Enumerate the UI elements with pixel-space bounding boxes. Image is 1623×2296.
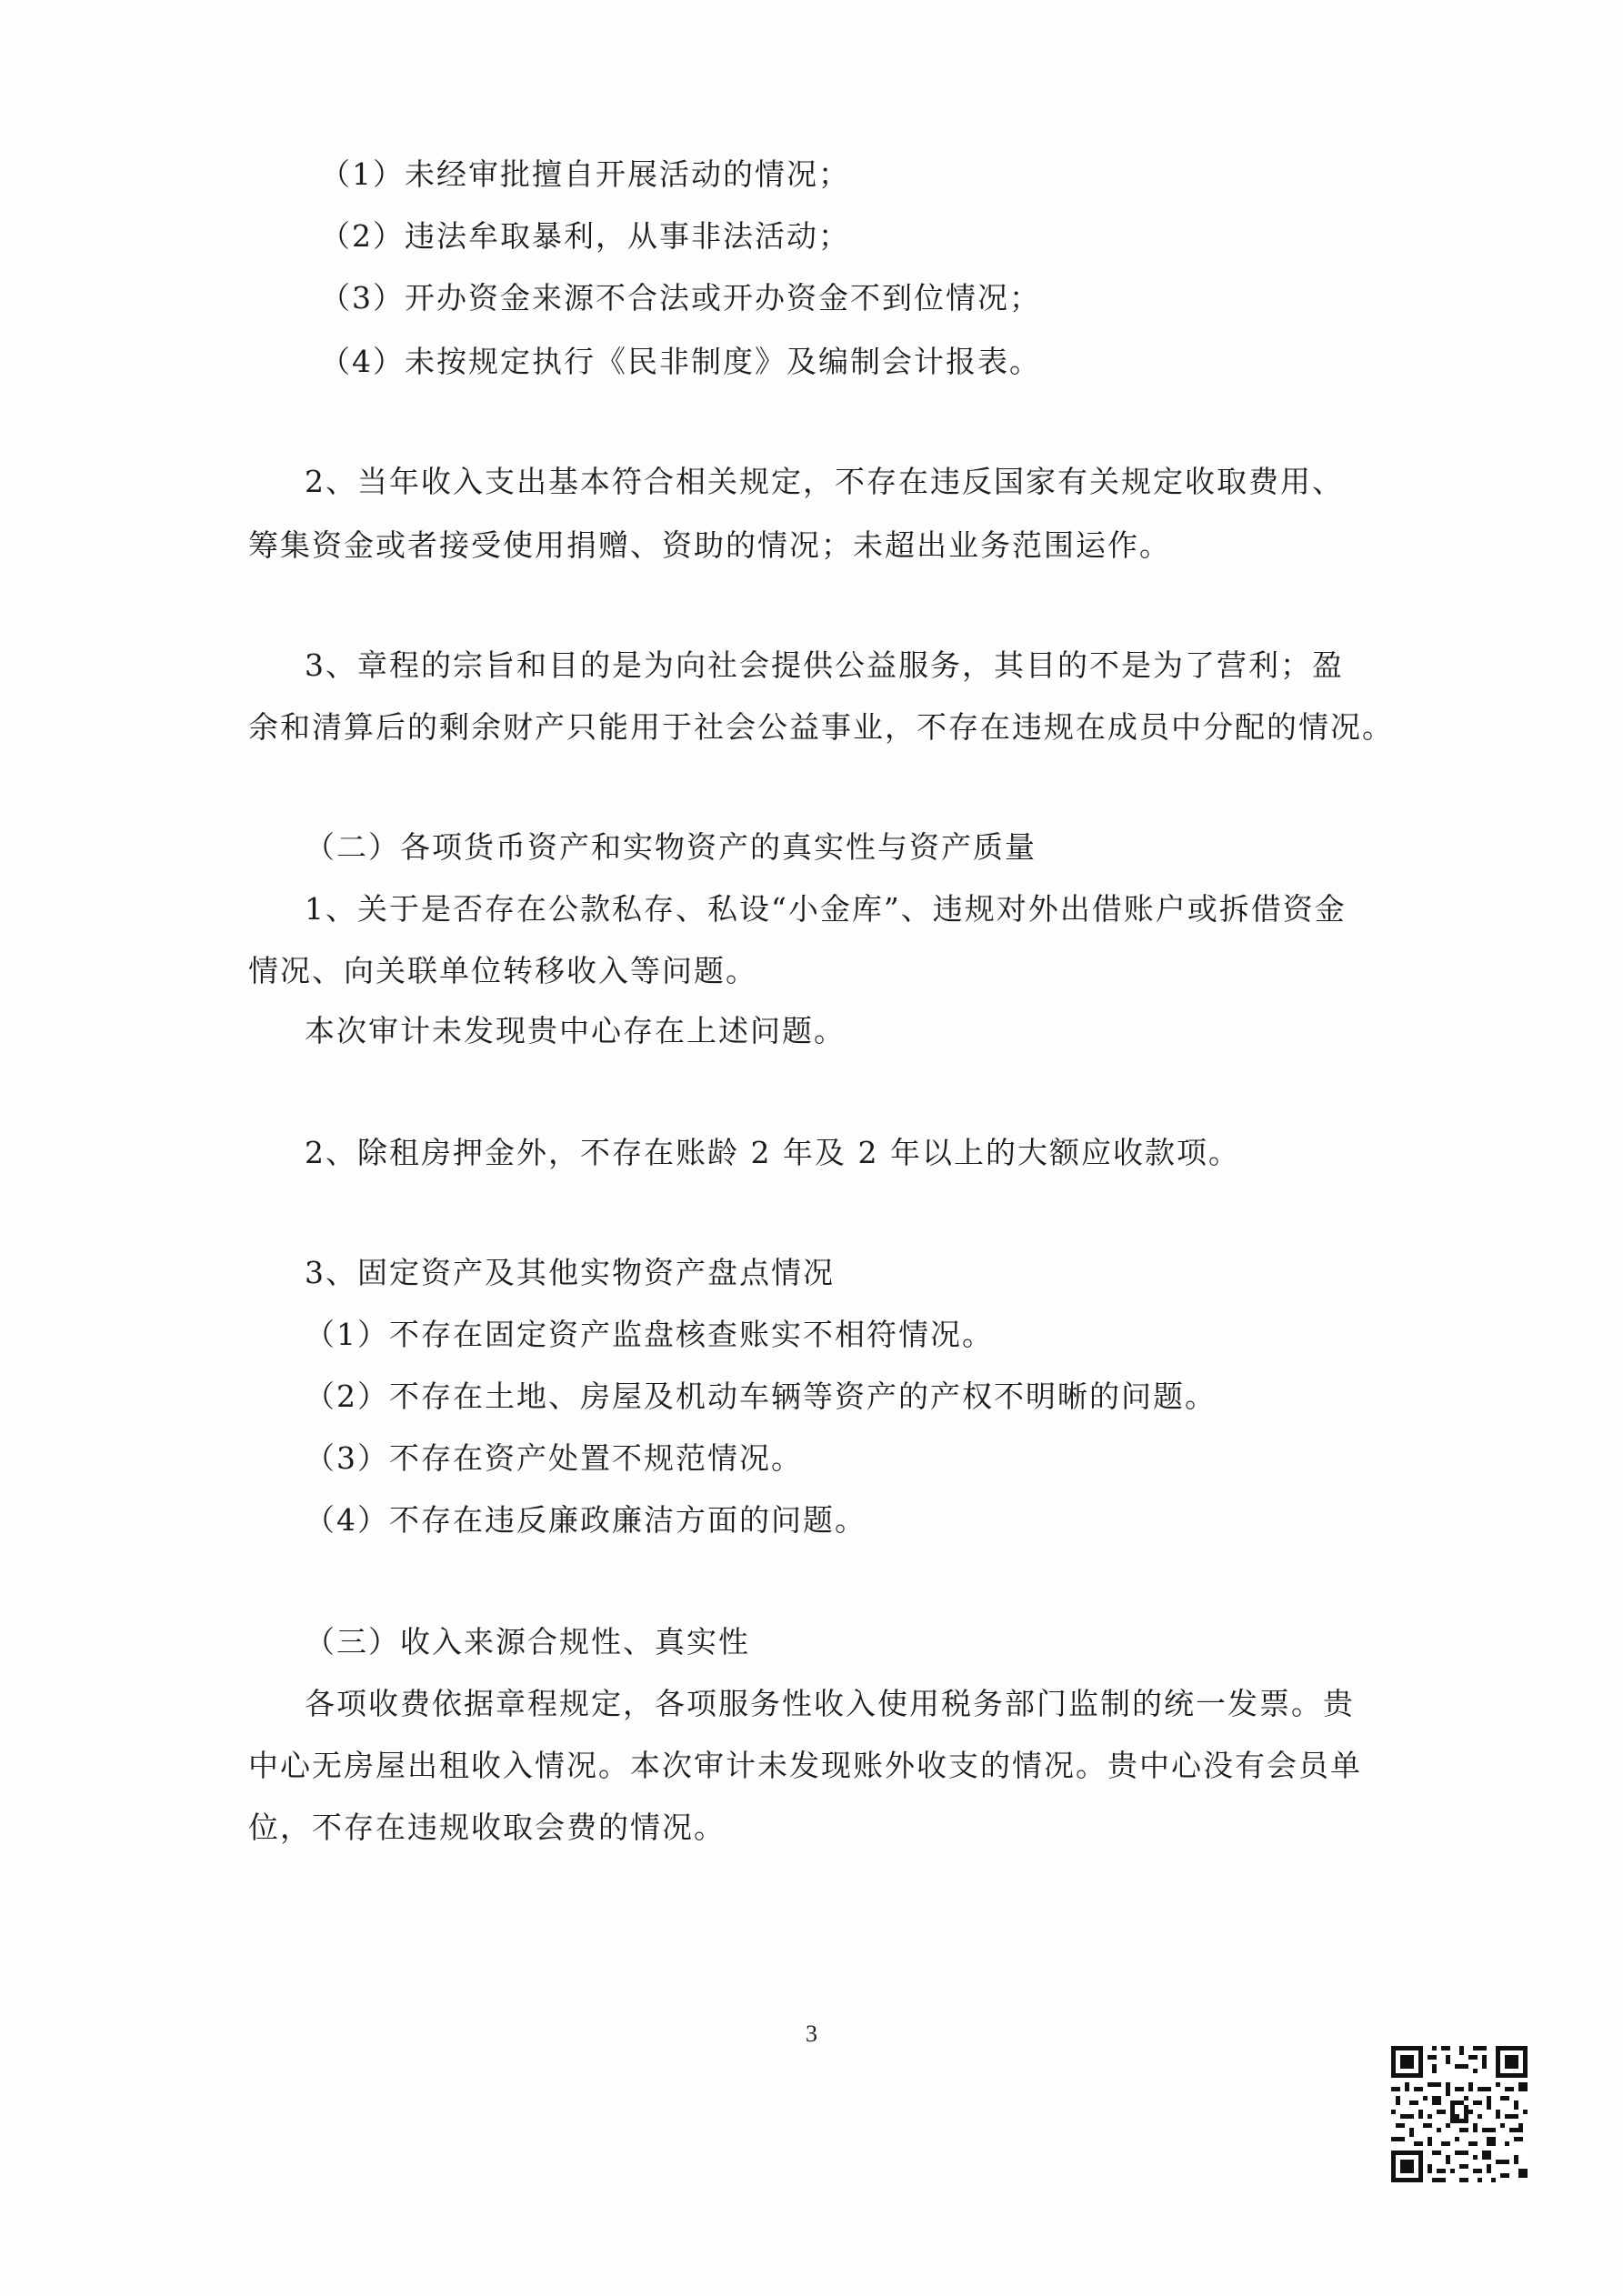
section3-line-1: 各项收费依据章程规定，各项服务性收入使用税务部门监制的统一发票。贵 xyxy=(305,1686,1355,1721)
section1-item-1: （1）未经审批擅自开展活动的情况； xyxy=(320,156,850,192)
section2-item3-sub-3: （3）不存在资产处置不规范情况。 xyxy=(305,1440,803,1476)
section3-heading: （三）收入来源合规性、真实性 xyxy=(305,1624,750,1659)
section2-heading: （二）各项货币资产和实物资产的真实性与资产质量 xyxy=(305,829,1037,865)
section3-line-3: 位，不存在违规收取会费的情况。 xyxy=(248,1810,726,1845)
section3-line-2: 中心无房屋出租收入情况。本次审计未发现账外收支的情况。贵中心没有会员单 xyxy=(248,1748,1362,1783)
qr-code-icon xyxy=(1391,2046,1528,2182)
section2-item1-line-2: 情况、向关联单位转移收入等问题。 xyxy=(248,953,757,988)
para2-line-2: 筹集资金或者接受使用捐赠、资助的情况；未超出业务范围运作。 xyxy=(248,527,1171,563)
page-number: 3 xyxy=(806,2020,817,2047)
para3-line-1: 3、章程的宗旨和目的是为向社会提供公益服务，其目的不是为了营利；盈 xyxy=(305,647,1344,683)
section2-item3-title: 3、固定资产及其他实物资产盘点情况 xyxy=(305,1255,835,1290)
section1-item-3: （3）开办资金来源不合法或开办资金不到位情况； xyxy=(320,280,1041,316)
para2-line-1: 2、当年收入支出基本符合相关规定，不存在违反国家有关规定收取费用、 xyxy=(305,464,1344,499)
section2-item2: 2、除租房押金外，不存在账龄 2 年及 2 年以上的大额应收款项。 xyxy=(305,1135,1240,1170)
section2-item1-line-1: 1、关于是否存在公款私存、私设“小金库”、违规对外出借账户或拆借资金 xyxy=(305,891,1347,927)
section2-item1-answer: 本次审计未发现贵中心存在上述问题。 xyxy=(305,1013,846,1048)
section1-item-2: （2）违法牟取暴利，从事非法活动； xyxy=(320,218,850,254)
section2-item3-sub-2: （2）不存在土地、房屋及机动车辆等资产的产权不明晰的问题。 xyxy=(305,1379,1217,1414)
section1-item-4: （4）未按规定执行《民非制度》及编制会计报表。 xyxy=(320,344,1041,379)
section2-item3-sub-4: （4）不存在违反廉政廉洁方面的问题。 xyxy=(305,1502,867,1538)
section2-item3-sub-1: （1）不存在固定资产监盘核查账实不相符情况。 xyxy=(305,1317,994,1352)
para3-line-2: 余和清算后的剩余财产只能用于社会公益事业，不存在违规在成员中分配的情况。 xyxy=(248,709,1394,745)
